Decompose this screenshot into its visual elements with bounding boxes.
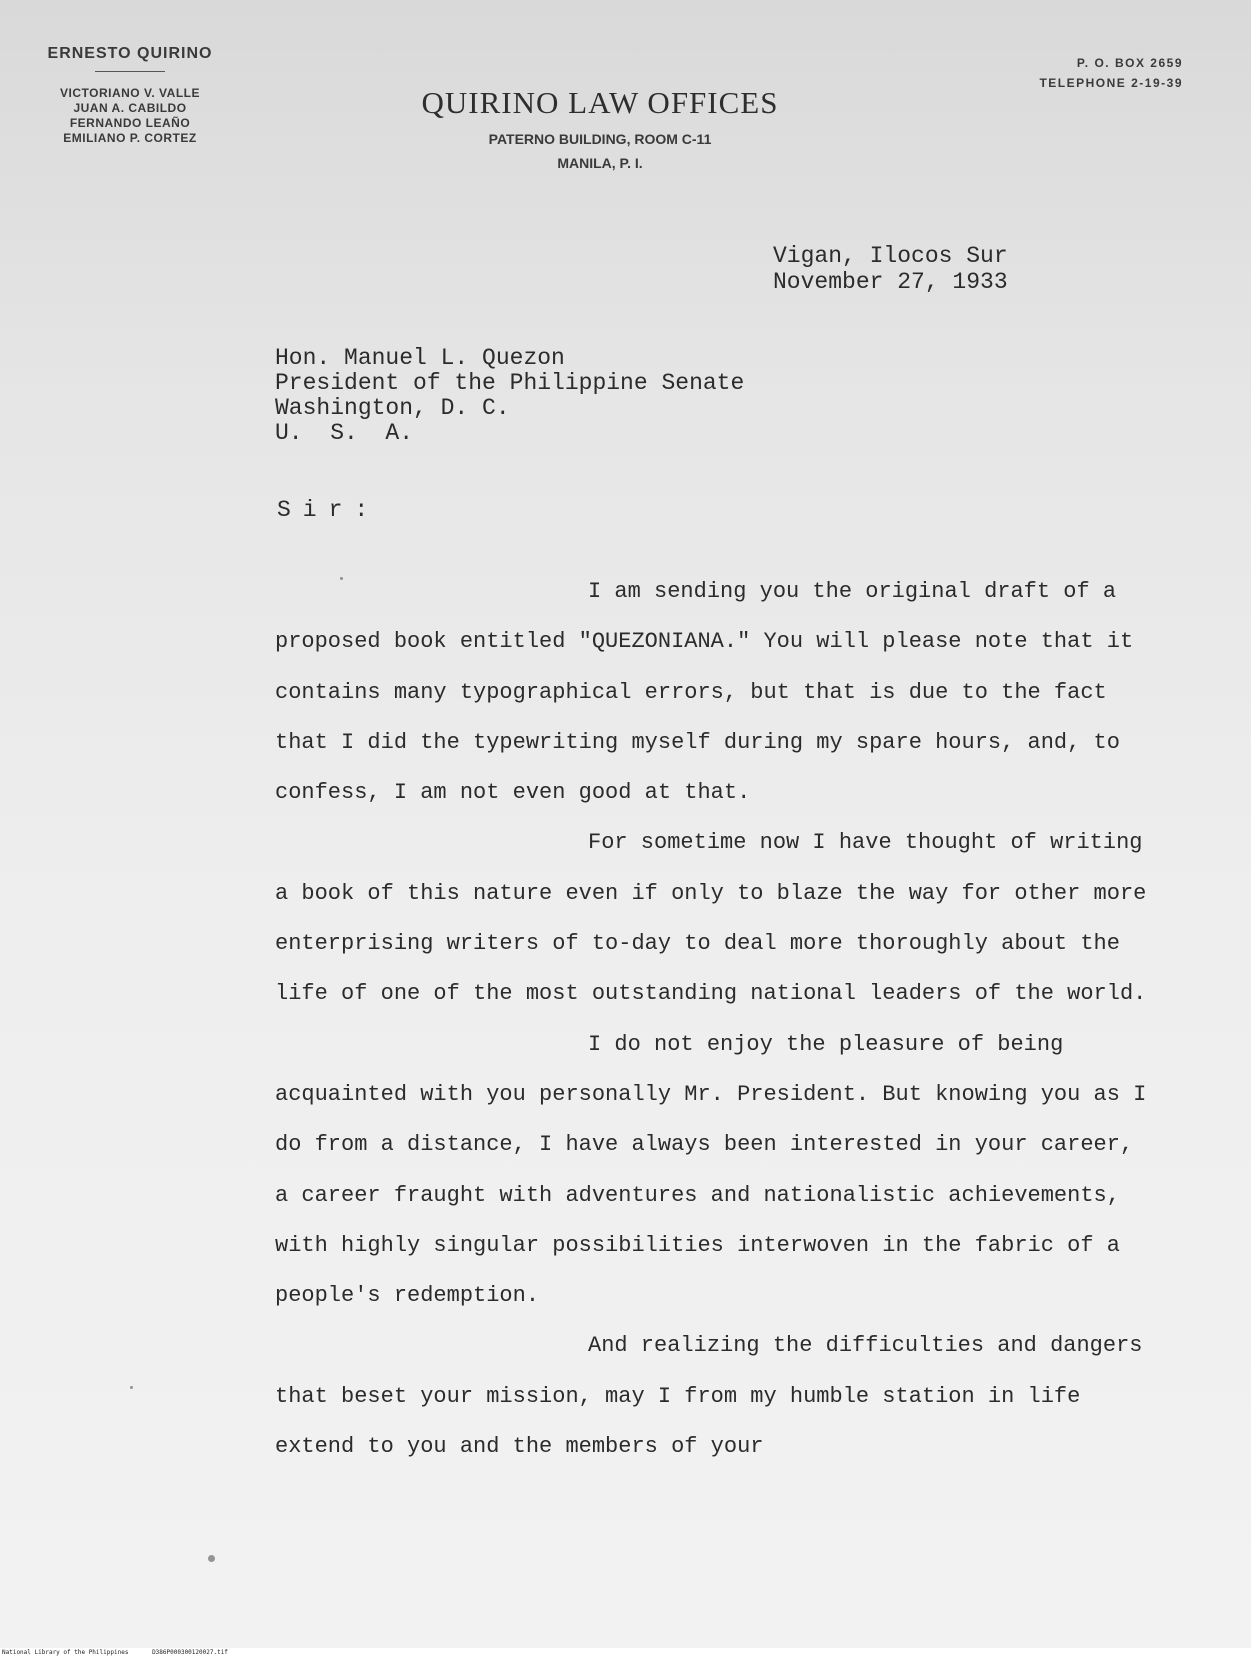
body-paragraph: I am sending you the original draft of a proposed book entitled "QUEZONIANA." You will please note that it contains many typographical errors, but that is due to the fact that I did the typewriting myself during my spare hours, and, to confess, I am not even good at that. [275,579,1134,806]
recipient-line: U. S. A. [275,420,414,446]
scan-source: National Library of the Philippines [2,1649,129,1656]
salutation: Sir: [277,497,381,523]
po-box: P. O. BOX 2659 [1076,56,1183,70]
letterhead-contact [1039,53,1183,93]
telephone: TELEPHONE 2-19-39 [1039,76,1183,90]
dateline [773,243,1008,295]
recipient-line: Hon. Manuel L. Quezon [275,345,565,371]
dateline-place: Vigan, Ilocos Sur [773,243,1008,269]
letterhead-firm [380,85,820,175]
letterhead-partners [30,45,230,146]
firm-address [380,127,820,175]
associate-name: FERNANDO LEAÑO [69,116,191,130]
body-paragraph: And realizing the difficulties and dangers that beset your mission, may I from my humble station in life extend to you and the members of your [275,1333,1143,1460]
recipient-block [275,346,744,446]
paper-speck [130,1386,133,1389]
letterhead-divider [95,71,165,72]
recipient-line: Washington, D. C. [275,395,510,421]
body-paragraph: For sometime now I have thought of writing a book of this nature even if only to blaze the way for other more enterprising writers of to-day to deal more thoroughly about the life of one of the most outstanding national leaders of the world. [275,830,1147,1007]
body-paragraph: I do not enjoy the pleasure of being acquainted with you personally Mr. President. But knowing you as I do from a distance, I have always been interested in your career, a career fraught with adventures and nationalistic achievements, with highly singular possibilities interwoven in the fabric of a people's redemption. [275,1031,1147,1309]
address-line: PATERNO BUILDING, ROOM C-11 [488,131,712,147]
scan-caption [0,1648,1251,1658]
principal-name: ERNESTO QUIRINO [47,45,213,62]
scan-file: D386P000300120027.tif [152,1649,228,1656]
firm-name: QUIRINO LAW OFFICES [421,85,779,120]
dateline-date: November 27, 1933 [773,269,1008,295]
recipient-line: President of the Philippine Senate [275,370,745,396]
associate-name: VICTORIANO V. VALLE [60,86,200,100]
associate-name: EMILIANO P. CORTEZ [63,131,197,145]
associate-name: JUAN A. CABILDO [73,101,187,115]
letter-body [275,567,1155,1472]
address-line: MANILA, P. I. [557,155,643,171]
paper-speck [340,577,343,580]
associates-list [30,86,230,146]
paper-speck [208,1555,215,1562]
